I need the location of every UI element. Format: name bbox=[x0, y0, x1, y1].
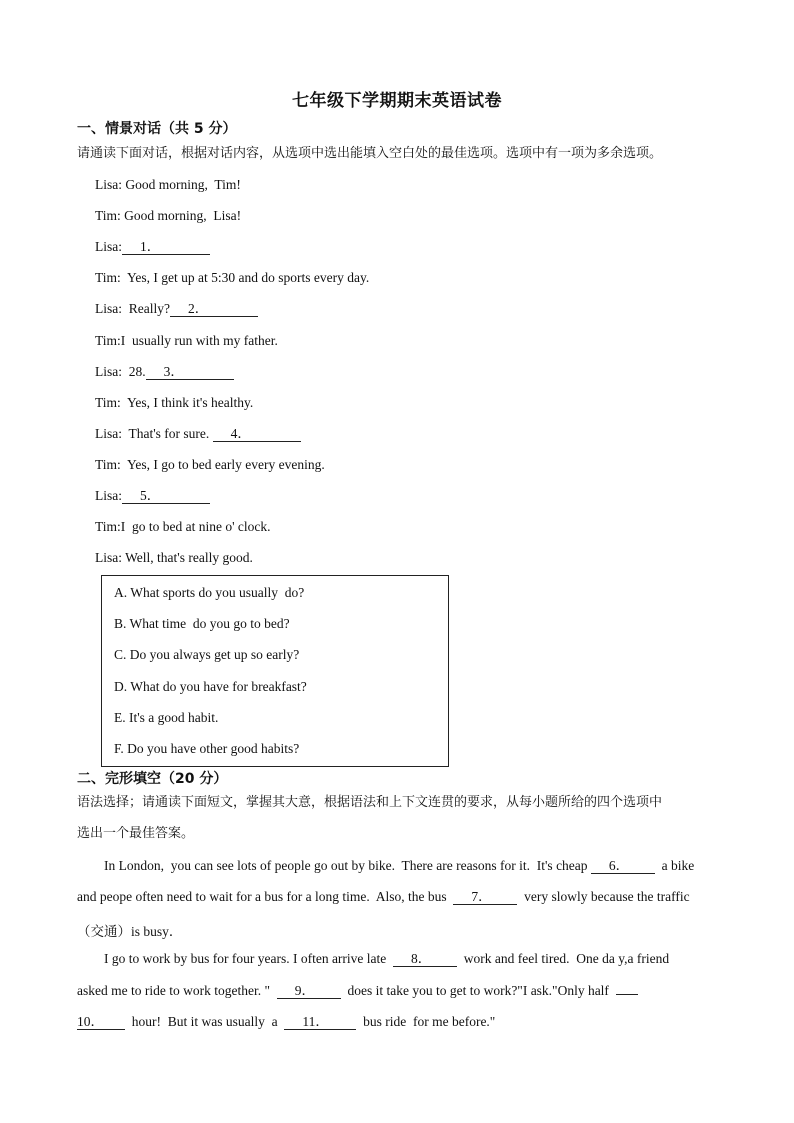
dialogue-line bbox=[95, 488, 210, 504]
dialogue-line bbox=[95, 426, 301, 442]
passage-text: a bike bbox=[654, 858, 695, 873]
blank-number: 3． bbox=[163, 363, 184, 379]
passage-line bbox=[77, 1014, 495, 1030]
dialogue-line bbox=[95, 301, 258, 317]
dialogue-text: Tim:I go to bed at nine o' clock. bbox=[95, 519, 271, 535]
dialogue-line bbox=[95, 239, 210, 255]
blank-number: 11． bbox=[302, 1014, 329, 1029]
passage-text: very slowly because the traffic bbox=[517, 889, 690, 904]
passage-text: I go to work by bus for four years. I often arrive late bbox=[104, 951, 394, 966]
answer-blank-9[interactable] bbox=[277, 983, 341, 999]
dialogue-text: Lisa: Good morning, Tim! bbox=[95, 177, 241, 192]
passage-text: does it take you to get to work?"I ask."Only half bbox=[340, 983, 616, 998]
dialogue-text: Tim: Yes, I get up at 5:30 and do sports every day. bbox=[95, 270, 370, 286]
blank-number: 4． bbox=[230, 425, 251, 441]
section1-heading: 一、情景对话（共 5 分） bbox=[77, 121, 237, 137]
section2-heading: 二、完形填空（20 分） bbox=[77, 771, 228, 787]
section2-instruction-line2: 选出一个最佳答案。 bbox=[77, 826, 195, 841]
blank-number: 7． bbox=[471, 889, 492, 904]
options-box bbox=[101, 575, 449, 767]
passage-text: （交通）is busy． bbox=[77, 924, 183, 939]
answer-blank-2[interactable] bbox=[170, 301, 258, 317]
blank-number: 2． bbox=[187, 301, 209, 317]
passage-text: work and feel tired. One da y,a friend bbox=[457, 951, 670, 966]
dialogue-line bbox=[95, 550, 253, 566]
passage-line bbox=[104, 951, 669, 967]
passage-line bbox=[77, 889, 690, 905]
passage-text: and peope often need to wait for a bus for a long time. Also, the bus bbox=[77, 889, 454, 904]
answer-blank-10[interactable] bbox=[77, 1014, 125, 1030]
dialogue-text: Tim: Good morning, Lisa! bbox=[95, 208, 242, 224]
passage-line bbox=[77, 983, 638, 999]
answer-blank-1[interactable] bbox=[122, 239, 210, 255]
option-d: D. What do you have for breakfast? bbox=[114, 678, 307, 694]
passage-text: asked me to ride to work together. " bbox=[77, 983, 277, 998]
dialogue-text: Tim: Yes, I think it's healthy. bbox=[95, 394, 254, 410]
option-e: E. It's a good habit. bbox=[114, 709, 219, 725]
answer-blank-11[interactable] bbox=[284, 1014, 356, 1030]
blank-number: 6． bbox=[608, 858, 630, 873]
passage-line bbox=[77, 920, 182, 940]
passage-line bbox=[104, 858, 694, 874]
option-a: A. What sports do you usually do? bbox=[114, 585, 305, 600]
answer-blank-4[interactable] bbox=[213, 426, 301, 442]
blank-number: 1． bbox=[140, 239, 161, 255]
dialogue-line bbox=[95, 333, 278, 349]
passage-text: In London, you can see lots of people go out by bike. There are reasons for it. It's cheap bbox=[104, 858, 591, 873]
passage-text: hour! But it was usually a bbox=[125, 1014, 285, 1029]
answer-blank-6[interactable] bbox=[591, 858, 655, 874]
dialogue-text: Tim: Yes, I go to bed early every evening. bbox=[95, 456, 325, 472]
dialogue-line bbox=[95, 395, 253, 411]
dialogue-line bbox=[95, 457, 325, 473]
option-f: F. Do you have other good habits? bbox=[114, 741, 300, 756]
answer-blank-8[interactable] bbox=[393, 951, 457, 967]
option-b: B. What time do you go to bed? bbox=[114, 616, 290, 632]
page-title: 七年级下学期期末英语试卷 bbox=[292, 91, 502, 111]
blank-number: 9． bbox=[294, 983, 315, 998]
dialogue-text: Lisa: Well, that's really good. bbox=[95, 550, 253, 566]
dialogue-text: Lisa: That's for sure. bbox=[95, 425, 213, 441]
dialogue-line bbox=[95, 270, 369, 286]
blank-number: 10． bbox=[77, 1014, 104, 1029]
dialogue-text: Tim:I usually run with my father. bbox=[95, 332, 278, 348]
dialogue-line bbox=[95, 177, 241, 193]
blank-number: 8． bbox=[411, 951, 432, 966]
section2-instruction-line1: 语法选择；请通读下面短文，掌握其大意，根据语法和上下文连贯的要求，从每小题所给的四个选项中 bbox=[77, 795, 663, 810]
blank-number: 5． bbox=[140, 488, 161, 503]
dialogue-text: Lisa: bbox=[95, 488, 122, 503]
section1-instruction: 请通读下面对话，根据对话内容，从选项中选出能填入空白处的最佳选项。选项中有一项为多余选项。 bbox=[77, 146, 663, 161]
dialogue-text: Lisa: Really? bbox=[95, 301, 170, 317]
dialogue-text: Lisa: bbox=[95, 239, 122, 255]
answer-blank-7[interactable] bbox=[453, 889, 517, 905]
dialogue-line bbox=[95, 208, 241, 224]
answer-blank-3[interactable] bbox=[146, 364, 234, 380]
dialogue-text: Lisa: 28. bbox=[95, 363, 146, 379]
dialogue-line bbox=[95, 364, 234, 380]
answer-blank-10-start[interactable] bbox=[616, 994, 638, 995]
option-c: C. Do you always get up so early? bbox=[114, 647, 300, 663]
passage-text: bus ride for me before." bbox=[356, 1014, 496, 1029]
answer-blank-5[interactable] bbox=[122, 488, 210, 504]
dialogue-line bbox=[95, 519, 271, 535]
